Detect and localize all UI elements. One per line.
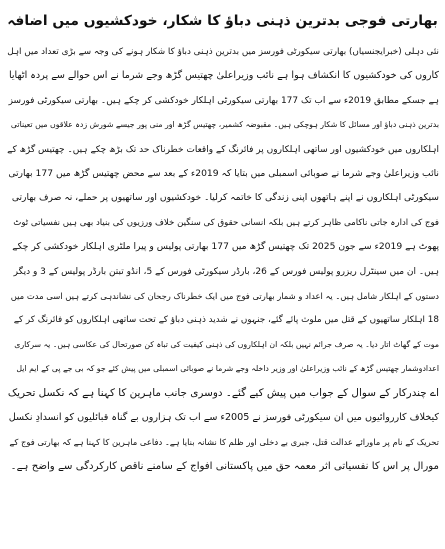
article-line: پھوٹ ہے 2019ء سے جون 2025 تک چھتیس گڑھ میں 177 بھارتی پولیس و پیرا ملٹری اہلکار خودکشی کر چکے xyxy=(12,241,439,253)
article-line: کیخلاف کارروائیوں میں ان سیکورٹی فورسز نے 2005ء سے اب تک ہزاروں بے گناہ قبائلیوں کو انسدادِ نکسل xyxy=(8,411,439,423)
article-line: مورال پر اس کا نفسیاتی اثر معمہ حق میں پاکستانی افواج کے سامنے ناقص کارکردگی سے واضح ہے۔ xyxy=(10,460,439,472)
article-line: فوج کی ادارہ جاتی ناکامی ظاہر کرتے ہیں بلکہ انسانی حقوق کی سنگین خلاف ورزیوں کی بنیاد بھی ہیں نفسیاتی ٹوٹ xyxy=(13,217,439,228)
article-line: سیکورٹی اہلکاروں نے اپنے ہاتھوں اپنی زندگی کا خاتمہ کرلیا۔ خودکشیوں اور ساتھیوں پر حملے، نہ صرف بھارتی xyxy=(11,192,439,204)
article-line: بدترین ذہنی دباؤ اور مسائل کا شکار ہوچکی ہیں۔ مقبوضہ کشمیر، چھتیس گڑھ اور منی پور جیسے شورش زدہ علاقوں میں تعیناتی xyxy=(10,120,439,130)
article-line: اے چندرکار کے سوال کے جواب میں پیش کیے گئے۔ دوسری جانب ماہرین کا کہنا ہے کہ نکسل تحریک xyxy=(7,387,439,400)
article-line: اعدادوشمار چھتیس گڑھ کے نائب وزیراعلیٰ اور وزیر داخلہ وجے شرما نے صوبائی اسمبلی میں پیش کئے جو کہ بی جے پی کے ایم ایل xyxy=(16,364,439,374)
article-line: تحریک کے نام پر ماورائے عدالت قتل، جبری بے دخلی اور ظلم کا نشانہ بنایا ہے۔ دفاعی ماہرین کا کہنا ہے کہ بھارتی فوج کے xyxy=(9,437,439,448)
article-body xyxy=(6,40,439,479)
article-line: موت کے گھاٹ اتار دیا۔ یہ صرف جرائم نہیں بلکہ ان اہلکاروں کی ذہنی کیفیت کی تباہ کن صورتحال کی عکاسی ہیں۔ یہ سرکاری xyxy=(14,339,439,349)
article-line: ہیں۔ ان میں سینٹرل ریزرو پولیس فورس کے 26، بارڈر سیکورٹی فورس کے 5، انڈو تبتن بارڈر پولیس کے 3 و دیگر xyxy=(13,266,439,277)
article-line: ہے جسکے مطابق 2019ء سے اب تک 177 بھارتی سیکورٹی اہلکار خودکشی کر چکے ہیں۔ بھارتی سیکورٹی فورسز xyxy=(8,95,439,106)
article-line: دستوں کے اہلکار شامل ہیں۔ یہ اعداد و شمار بھارتی فوج میں ایک خطرناک رجحان کی نشاندہی کرتے ہیں اسی مدت میں xyxy=(10,290,439,301)
article-line: کاروں کی خودکشیوں کا انکشاف ہوا ہے نائب وزیراعلیٰ چھتیس گڑھ وجے شرما نے اس حوالے سے پردہ اٹھایا xyxy=(8,70,439,82)
article-line: نئی دہلی (خبرایجنسیاں) بھارتی سیکورٹی فورسز میں بدترین ذہنی دباؤ کا شکار ہونے کی وجہ سے بڑی تعداد میں اہل xyxy=(7,47,439,57)
article-headline: بھارتی فوجی بدترین ذہنی دباؤ کا شکار، خودکشیوں میں اضافہ xyxy=(7,13,438,29)
article-line: 18 اہلکار ساتھیوں کے قتل میں ملوث پائے گئے، جنہوں نے شدید ذہنی دباؤ کے تحت ساتھی اہلکاروں کو فائرنگ کر کے xyxy=(13,315,439,326)
article-line: اہلکاروں میں خودکشیوں اور ساتھی اہلکاروں پر فائرنگ کے واقعات خطرناک حد تک بڑھ چکے ہیں۔ چھتیس گڑھ کے xyxy=(7,144,439,155)
article-line: نائب وزیراعلیٰ وجے شرما نے صوبائی اسمبلی میں بتایا کہ 2019ء کے بعد سے محض چھتیس گڑھ میں 177 بھارتی xyxy=(8,167,439,179)
